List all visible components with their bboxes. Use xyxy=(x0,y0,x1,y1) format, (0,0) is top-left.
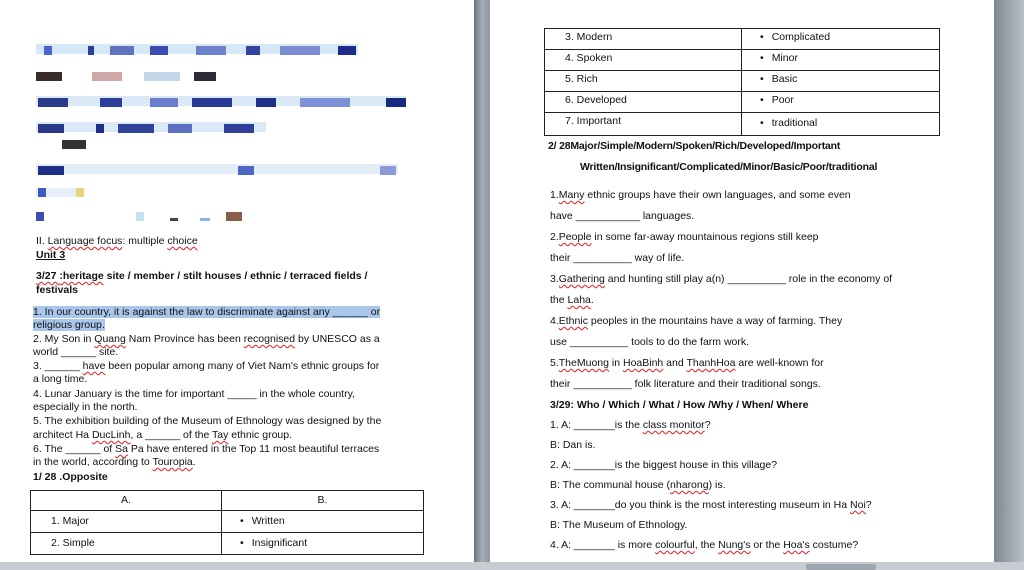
table-cell-b: • Complicated xyxy=(742,29,940,50)
page-gutter xyxy=(474,0,490,570)
table-row xyxy=(31,511,424,533)
table-cell-b: • traditional xyxy=(742,113,940,136)
table-row xyxy=(545,71,940,92)
table-cell-a: 2. Simple xyxy=(31,533,222,555)
exercise-1: 1.Many ethnic groups have their own languages, and some even xyxy=(550,189,851,201)
question-5-cont: architect Ha DucLinh, a ______ of the Tay ethnic group. xyxy=(33,429,293,441)
scrollbar-thumb[interactable] xyxy=(806,564,876,570)
wordbank-line-2: Written/Insignificant/Complicated/Minor/Basic/Poor/traditional xyxy=(580,161,878,173)
exercise-5-cont: their __________ folk literature and their traditional songs. xyxy=(550,378,821,390)
question-1[interactable]: 1. In our country, it is against the law to discriminate against any ______ or xyxy=(33,306,381,318)
vocab-list: 3/27 :heritage site / member / stilt houses / ethnic / terraced fields / xyxy=(36,270,368,282)
opposite-table-right xyxy=(544,28,940,136)
wh-questions-title: 3/29: Who / Which / What / How /Why / When/ Where xyxy=(550,399,809,411)
question-2: 2. My Son in Quang Nam Province has been recognised by UNESCO as a xyxy=(33,333,380,345)
opposite-table-left xyxy=(30,490,424,555)
wh-question-4: 4. A: _______ is more colourful, the Nung's or the Hoa's costume? xyxy=(550,539,859,551)
table-cell-b: • Insignificant xyxy=(222,533,424,555)
table-cell-a: 7. Important xyxy=(545,113,742,136)
wh-answer-1: B: Dan is. xyxy=(550,439,596,451)
question-5: 5. The exhibition building of the Museum of Ethnology was designed by the xyxy=(33,415,382,427)
table-cell-b: • Basic xyxy=(742,71,940,92)
wh-answer-3: B: The Museum of Ethnology. xyxy=(550,519,688,531)
question-1-cont[interactable]: religious group. xyxy=(33,319,105,331)
exercise-3: 3.Gathering and hunting still play a(n) __________ role in the economy of xyxy=(550,273,893,285)
exercise-2: 2.People in some far-away mountainous regions still keep xyxy=(550,231,819,243)
column-header-b: B. xyxy=(222,491,424,511)
wh-question-1: 1. A: _______is the class monitor? xyxy=(550,419,711,431)
window-edge xyxy=(994,0,1024,570)
table-cell-a: 4. Spoken xyxy=(545,50,742,71)
question-2-cont: world ______ site. xyxy=(33,346,119,358)
table-cell-a: 3. Modern xyxy=(545,29,742,50)
vocab-list-cont: festivals xyxy=(36,284,79,296)
table-cell-a: 5. Rich xyxy=(545,71,742,92)
table-cell-b: • Poor xyxy=(742,92,940,113)
table-row xyxy=(545,113,940,136)
exercise-1-cont: have ___________ languages. xyxy=(550,210,695,222)
wordbank-line-1: 2/ 28Major/Simple/Modern/Spoken/Rich/Developed/Important xyxy=(548,140,841,152)
question-6: 6. The ______ of Sa Pa have entered in the Top 11 most beautiful terraces xyxy=(33,443,380,455)
right-page xyxy=(490,0,994,570)
horizontal-scrollbar[interactable] xyxy=(0,562,1024,570)
table-row xyxy=(545,29,940,50)
question-4-cont: especially in the north. xyxy=(33,401,138,413)
exercise-2-cont: their __________ way of life. xyxy=(550,252,685,264)
section-heading: II. Language focus: multiple choice xyxy=(36,235,198,247)
table-cell-b: • Written xyxy=(222,511,424,533)
table-cell-a: 6. Developed xyxy=(545,92,742,113)
question-3-cont: a long time. xyxy=(33,373,88,385)
table-row xyxy=(31,533,424,555)
exercise-3-cont: the Laha. xyxy=(550,294,594,306)
wh-question-2: 2. A: _______is the biggest house in this village? xyxy=(550,459,778,471)
question-6-cont: in the world, according to Touropia. xyxy=(33,456,196,468)
question-4: 4. Lunar January is the time for important _____ in the whole country, xyxy=(33,388,355,400)
table-cell-a: 1. Major xyxy=(31,511,222,533)
column-header-a: A. xyxy=(31,491,222,511)
unit-label: Unit 3 xyxy=(36,249,66,261)
left-page xyxy=(0,0,474,570)
question-3: 3. ______ have been popular among many of Viet Nam's ethnic groups for xyxy=(33,360,380,372)
table-row xyxy=(545,50,940,71)
table-row xyxy=(545,92,940,113)
wh-answer-2: B: The communal house (nharong) is. xyxy=(550,479,726,491)
opposite-title: 1/ 28 .Opposite xyxy=(33,471,108,483)
exercise-4-cont: use __________ tools to do the farm work. xyxy=(550,336,750,348)
table-cell-b: • Minor xyxy=(742,50,940,71)
wh-question-3: 3. A: _______do you think is the most interesting museum in Ha Noi? xyxy=(550,499,872,511)
exercise-4: 4.Ethnic peoples in the mountains have a way of farming. They xyxy=(550,315,843,327)
exercise-5: 5.TheMuong in HoaBinh and ThanhHoa are well-known for xyxy=(550,357,824,369)
